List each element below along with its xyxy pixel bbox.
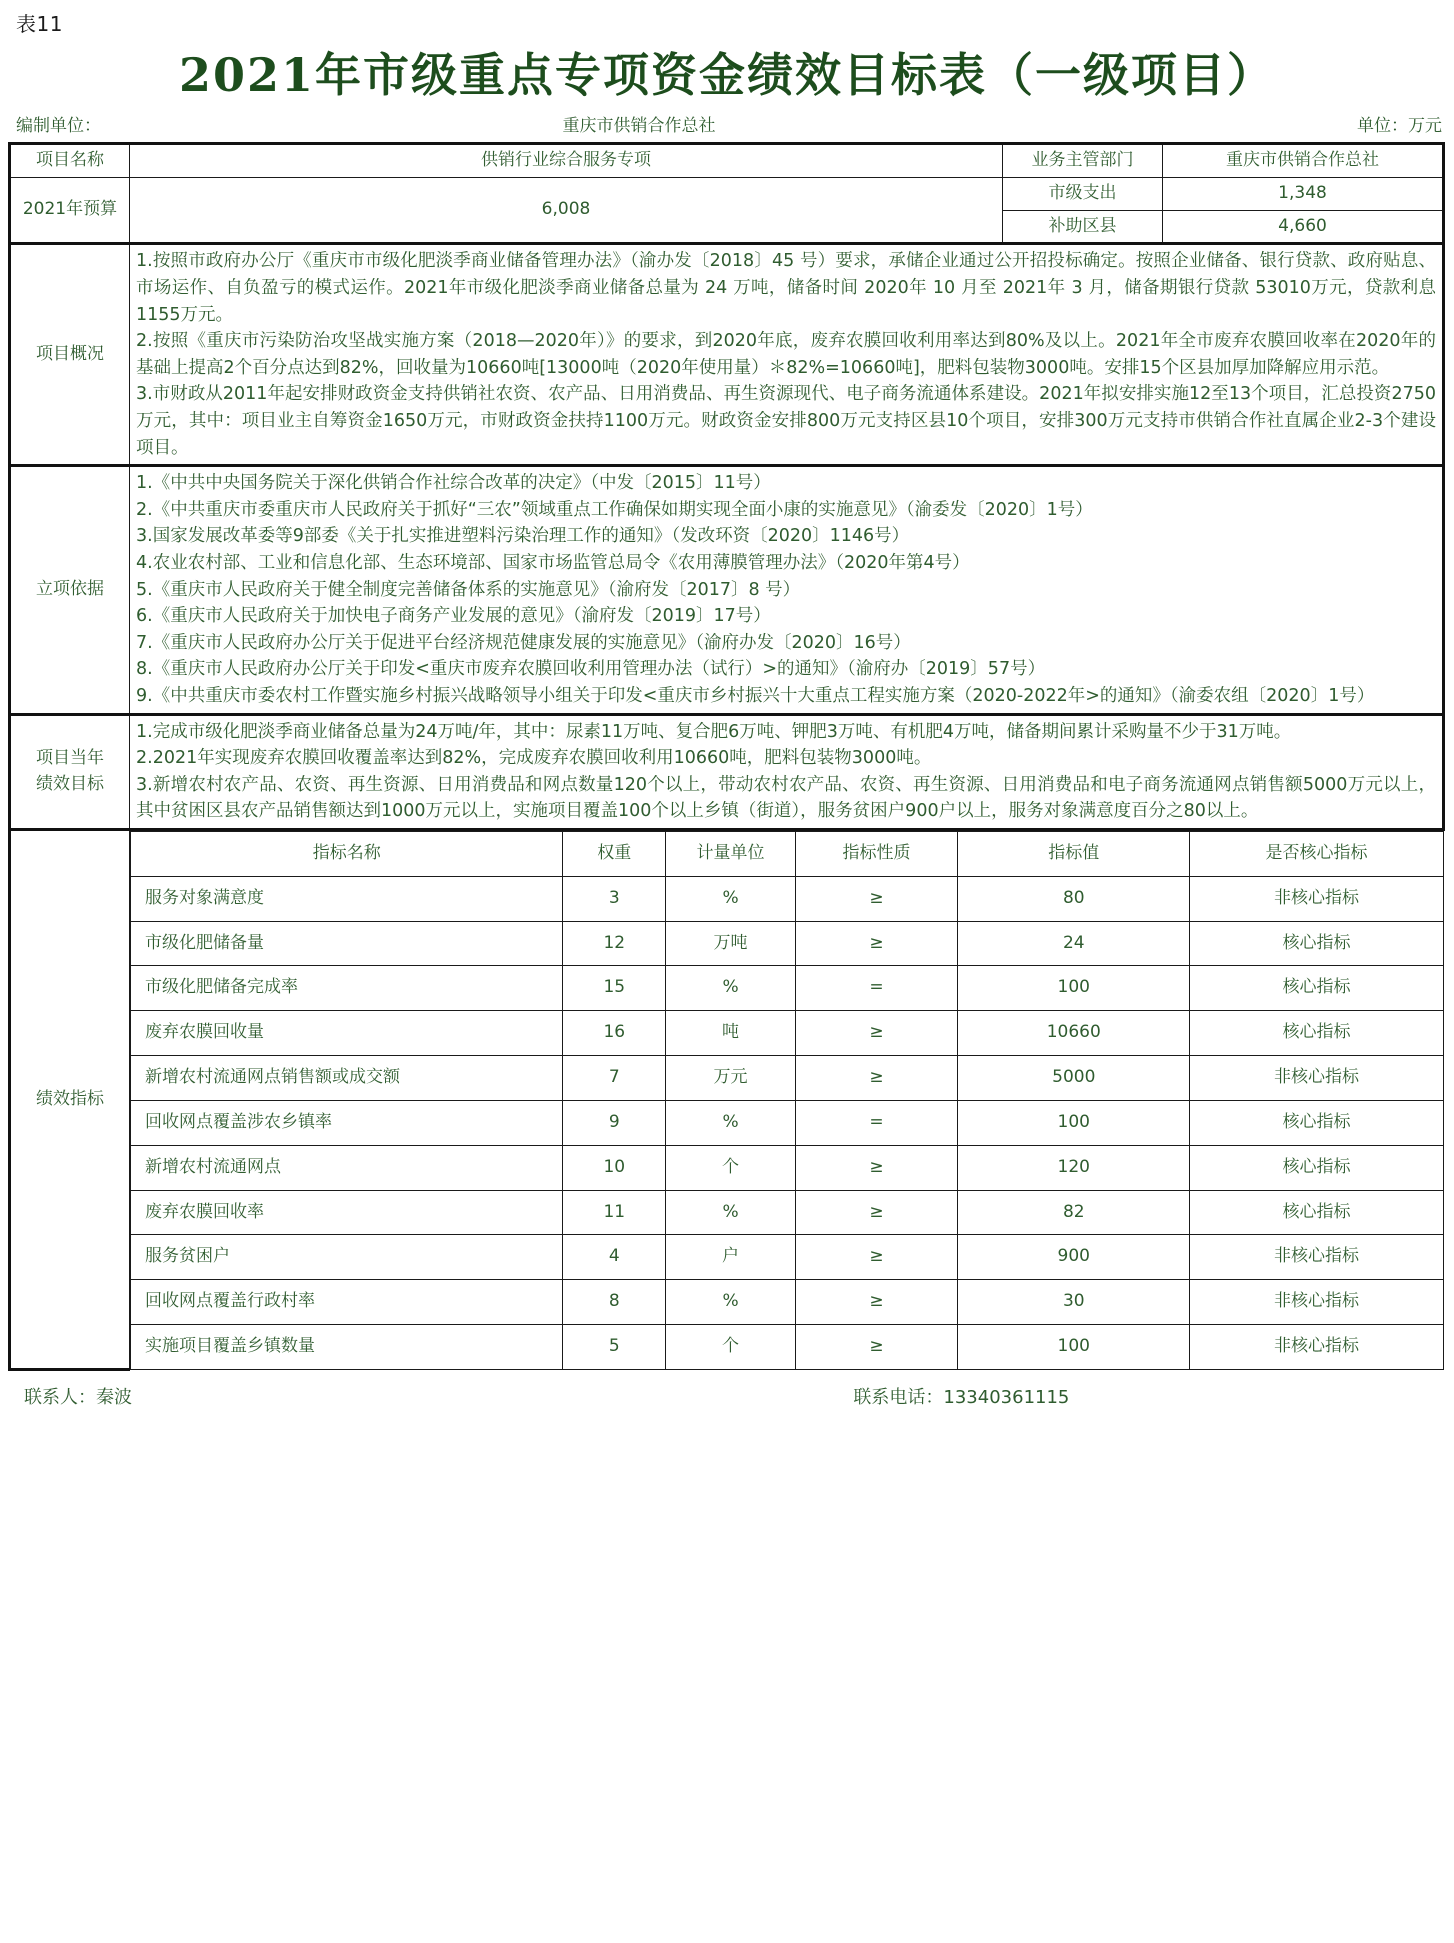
basis-label: 立项依据 — [10, 466, 130, 714]
budget-value: 6,008 — [130, 177, 1003, 244]
indicator-weight: 7 — [563, 1056, 666, 1101]
table-row — [131, 921, 1444, 966]
indicator-unit: 万吨 — [666, 921, 796, 966]
indicator-name: 废弃农膜回收率 — [131, 1190, 563, 1235]
basis-paragraph-7: 7.《重庆市人民政府办公厅关于促进平台经济规范健康发展的实施意见》（渝府办发〔2020〕16号） — [136, 632, 911, 653]
indicator-value: 10660 — [958, 1011, 1190, 1056]
phone-value: 13340361115 — [943, 1387, 1070, 1409]
indicator-weight: 16 — [563, 1011, 666, 1056]
indicator-name: 回收网点覆盖行政村率 — [131, 1280, 563, 1325]
indicator-unit: 户 — [666, 1235, 796, 1280]
indicator-nature: = — [795, 1100, 957, 1145]
page-title: 2021年市级重点专项资金绩效目标表（一级项目） — [178, 48, 1276, 102]
table-row — [131, 1100, 1444, 1145]
sheet-number: 表11 — [16, 12, 63, 36]
indicators-body — [131, 876, 1444, 1369]
indicator-name: 废弃农膜回收量 — [131, 1011, 563, 1056]
contact-person — [24, 1383, 743, 1409]
table-row-budget — [10, 177, 1444, 210]
indicator-unit: 吨 — [666, 1011, 796, 1056]
table-row — [131, 1190, 1444, 1235]
footer — [8, 1371, 1446, 1409]
basis-paragraph-4: 4.农业农村部、工业和信息化部、生态环境部、国家市场监管总局令《农用薄膜管理办法》（2020年第4号） — [136, 553, 970, 574]
indicator-unit: 个 — [666, 1145, 796, 1190]
table-row — [131, 1280, 1444, 1325]
annual-goal-label-line2: 绩效目标 — [36, 773, 104, 794]
indicator-core: 非核心指标 — [1190, 1235, 1443, 1280]
basis-paragraph-1: 1.《中共中央国务院关于深化供销合作社综合改革的决定》（中发〔2015〕11号） — [136, 473, 771, 494]
indicator-core: 核心指标 — [1190, 1011, 1443, 1056]
dept-label: 业务主管部门 — [1003, 144, 1163, 178]
indicator-weight: 10 — [563, 1145, 666, 1190]
subsidy-label: 补助区县 — [1003, 210, 1163, 244]
indicator-unit: % — [666, 1100, 796, 1145]
indicator-name: 市级化肥储备完成率 — [131, 966, 563, 1011]
indicators-table-wrapper — [130, 829, 1444, 1369]
indicator-core: 核心指标 — [1190, 1145, 1443, 1190]
indicator-nature: ≥ — [795, 1056, 957, 1101]
overview-label: 项目概况 — [10, 244, 130, 466]
indicator-core: 非核心指标 — [1190, 1056, 1443, 1101]
indicators-header-core: 是否核心指标 — [1190, 831, 1443, 876]
annual-goal-label — [10, 714, 130, 829]
indicator-core: 非核心指标 — [1190, 1280, 1443, 1325]
indicators-header-nature: 指标性质 — [795, 831, 957, 876]
indicator-nature: ≥ — [795, 921, 957, 966]
indicator-weight: 11 — [563, 1190, 666, 1235]
indicator-nature: ≥ — [795, 1145, 957, 1190]
indicators-header-value: 指标值 — [958, 831, 1190, 876]
indicator-core: 非核心指标 — [1190, 876, 1443, 921]
indicator-value: 100 — [958, 1100, 1190, 1145]
indicator-weight: 5 — [563, 1325, 666, 1370]
meta-row — [8, 111, 1446, 142]
indicator-unit: % — [666, 876, 796, 921]
dept-value: 重庆市供销合作总社 — [1163, 144, 1444, 178]
basis-paragraph-8: 8.《重庆市人民政府办公厅关于印发<重庆市废弃农膜回收利用管理办法（试行）>的通知》（渝府办〔2019〕57号） — [136, 659, 1046, 680]
table-row-indicators — [10, 829, 1444, 1369]
table-row — [131, 876, 1444, 921]
indicator-weight: 4 — [563, 1235, 666, 1280]
indicator-name: 服务贫困户 — [131, 1235, 563, 1280]
indicator-value: 80 — [958, 876, 1190, 921]
indicator-core: 非核心指标 — [1190, 1325, 1443, 1370]
contact-phone — [743, 1383, 1442, 1409]
indicator-core: 核心指标 — [1190, 966, 1443, 1011]
overview-paragraph-3: 3.市财政从2011年起安排财政资金支持供销社农资、农产品、日用消费品、再生资源现代、电子商务流通体系建设。2021年拟安排实施12至13个项目，汇总投资2750万元，其中：项目业主自筹资金1650万元，市财政资金扶持1100万元。财政资金安排800万元支持区县10个项目，安排300万元支持市供销合作社直属企业2-3个建设项目。 — [136, 384, 1436, 458]
indicator-value: 5000 — [958, 1056, 1190, 1101]
basis-paragraph-3: 3.国家发展改革委等9部委《关于扎实推进塑料污染治理工作的通知》（发改环资〔2020〕1146号） — [136, 526, 910, 547]
indicator-name: 回收网点覆盖涉农乡镇率 — [131, 1100, 563, 1145]
table-row — [131, 1011, 1444, 1056]
indicator-name: 市级化肥储备量 — [131, 921, 563, 966]
indicator-name: 新增农村流通网点销售额或成交额 — [131, 1056, 563, 1101]
indicator-unit: 万元 — [666, 1056, 796, 1101]
prepared-by-value: 重庆市供销合作总社 — [562, 116, 716, 136]
basis-content — [130, 466, 1444, 714]
indicator-nature: ≥ — [795, 1011, 957, 1056]
table-row — [131, 1056, 1444, 1101]
annual-goal-label-line1: 项目当年 — [36, 747, 104, 768]
indicator-value: 24 — [958, 921, 1190, 966]
indicator-nature: ≥ — [795, 1190, 957, 1235]
indicator-value: 82 — [958, 1190, 1190, 1235]
indicator-weight: 9 — [563, 1100, 666, 1145]
basis-paragraph-9: 9.《中共重庆市委农村工作暨实施乡村振兴战略领导小组关于印发<重庆市乡村振兴十大重点工程实施方案（2020-2022年>的通知》（渝委农组〔2020〕1号） — [136, 685, 1375, 706]
indicator-value: 30 — [958, 1280, 1190, 1325]
indicator-core: 核心指标 — [1190, 921, 1443, 966]
indicator-value: 100 — [958, 1325, 1190, 1370]
indicators-header-row — [131, 831, 1444, 876]
indicators-header-name: 指标名称 — [131, 831, 563, 876]
indicator-weight: 12 — [563, 921, 666, 966]
indicator-nature: ≥ — [795, 1280, 957, 1325]
contact-value: 秦波 — [96, 1387, 132, 1409]
indicator-weight: 15 — [563, 966, 666, 1011]
indicator-nature: ≥ — [795, 1235, 957, 1280]
annual-goal-paragraph-3: 3.新增农村农产品、农资、再生资源、日用消费品和网点数量120个以上，带动农村农产品、农资、再生资源、日用消费品和电子商务流通网点销售额5000万元以上，其中贫困区县农产品销售额达到1000万元以上，实施项目覆盖100个以上乡镇（街道），服务贫困户900户以上，服务对象满意度百分之80以上。 — [136, 774, 1436, 822]
table-row — [131, 966, 1444, 1011]
indicator-name: 实施项目覆盖乡镇数量 — [131, 1325, 563, 1370]
basis-paragraph-6: 6.《重庆市人民政府关于加快电子商务产业发展的意见》（渝府发〔2019〕17号） — [136, 606, 771, 627]
phone-label: 联系电话： — [853, 1387, 944, 1409]
indicator-nature: = — [795, 966, 957, 1011]
table-row-basis — [10, 466, 1444, 714]
indicators-header-unit: 计量单位 — [666, 831, 796, 876]
indicator-weight: 3 — [563, 876, 666, 921]
annual-goal-paragraph-1: 1.完成市级化肥淡季商业储备总量为24万吨/年，其中：尿素11万吨、复合肥6万吨、钾肥3万吨、有机肥4万吨，储备期间累计采购量不少于31万吨。 — [136, 721, 1292, 742]
indicators-table — [130, 831, 1444, 1370]
table-row — [131, 1235, 1444, 1280]
indicator-name: 服务对象满意度 — [131, 876, 563, 921]
overview-paragraph-1: 1.按照市政府办公厅《重庆市市级化肥淡季商业储备管理办法》（渝办发〔2018〕45 号）要求，承储企业通过公开招投标确定。按照企业储备、银行贷款、政府贴息、市场运作、自负盈亏的模式运作。2021年市级化肥淡季商业储备总量为 24 万吨，储备时间 2020年 10 月至 2021年 3 月，储备期银行贷款 53010万元，贷款利息1155万元。 — [136, 251, 1436, 325]
indicator-unit: % — [666, 966, 796, 1011]
table-row — [131, 1145, 1444, 1190]
indicators-label: 绩效指标 — [10, 829, 130, 1369]
city-expense-label: 市级支出 — [1003, 177, 1163, 210]
indicator-unit: % — [666, 1280, 796, 1325]
indicator-weight: 8 — [563, 1280, 666, 1325]
prepared-by-label: 编制单位： — [16, 116, 101, 136]
indicator-name: 新增农村流通网点 — [131, 1145, 563, 1190]
contact-label: 联系人： — [24, 1387, 96, 1409]
table-row — [131, 1325, 1444, 1370]
table-row-annual-goal — [10, 714, 1444, 829]
budget-label: 2021年预算 — [10, 177, 130, 244]
annual-goal-content — [130, 714, 1444, 829]
annual-goal-paragraph-2: 2.2021年实现废弃农膜回收覆盖率达到82%，完成废弃农膜回收利用10660吨，肥料包装物3000吨。 — [136, 748, 932, 769]
indicator-unit: 个 — [666, 1325, 796, 1370]
subsidy-value: 4,660 — [1163, 210, 1444, 244]
indicator-nature: ≥ — [795, 876, 957, 921]
indicator-value: 120 — [958, 1145, 1190, 1190]
overview-content — [130, 244, 1444, 466]
overview-paragraph-2: 2.按照《重庆市污染防治攻坚战实施方案（2018—2020年）》的要求，到2020年底，废弃农膜回收利用率达到80%及以上。2021年全市废弃农膜回收率在2020年的基础上提高2个百分点达到82%，回收量为10660吨[13000吨（2020年使用量）＊82%=10660吨]，肥料包装物3000吨。安排15个区县加厚加降解应用示范。 — [136, 331, 1436, 378]
indicator-value: 100 — [958, 966, 1190, 1011]
table-row-project-name — [10, 144, 1444, 178]
project-name-value: 供销行业综合服务专项 — [130, 144, 1003, 178]
city-expense-value: 1,348 — [1163, 177, 1444, 210]
indicators-header-weight: 权重 — [563, 831, 666, 876]
basis-paragraph-2: 2.《中共重庆市委重庆市人民政府关于抓好“三农”领域重点工作确保如期实现全面小康的实施意见》（渝委发〔2020〕1号） — [136, 499, 1093, 520]
unit-label: 单位：万元 — [1357, 116, 1442, 136]
indicator-core: 核心指标 — [1190, 1100, 1443, 1145]
indicator-value: 900 — [958, 1235, 1190, 1280]
indicator-unit: % — [666, 1190, 796, 1235]
basis-paragraph-5: 5.《重庆市人民政府关于健全制度完善储备体系的实施意见》（渝府发〔2017〕8 号） — [136, 579, 801, 600]
performance-target-table — [8, 142, 1445, 1371]
table-row-overview — [10, 244, 1444, 466]
indicator-nature: ≥ — [795, 1325, 957, 1370]
project-name-label: 项目名称 — [10, 144, 130, 178]
indicator-core: 核心指标 — [1190, 1190, 1443, 1235]
